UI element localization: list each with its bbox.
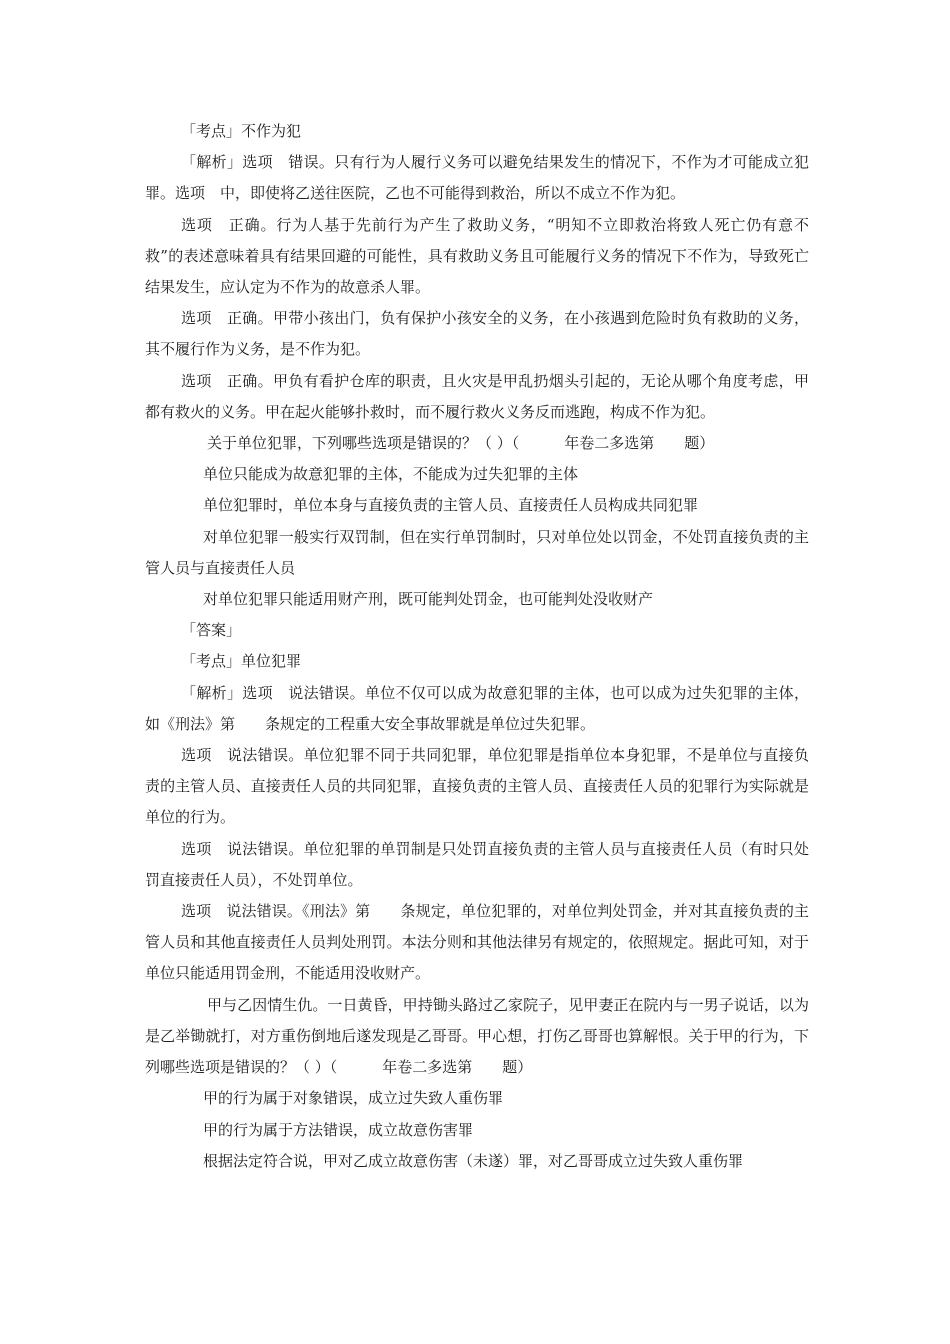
- choice-a: 单位只能成为故意犯罪的主体，不能成为过失犯罪的主体: [203, 465, 579, 484]
- choice-b: 单位犯罪时，单位本身与直接负责的主管人员、直接责任人员构成共同犯罪: [203, 496, 699, 515]
- option-paragraph-d: 选项 正确。甲负有看护仓库的职责，且火灾是甲乱扔烟头引起的，无论从哪个角度考虑，甲都有救火的义务。甲在起火能够扑救时，而不履行救火义务反而逃跑，构成不作为犯。: [145, 371, 809, 421]
- choice-c-2: 根据法定符合说，甲对乙成立故意伤害（未遂）罪，对乙哥哥成立过失致人重伤罪: [203, 1151, 744, 1170]
- choice-d: 对单位犯罪只能适用财产刑，既可能判处罚金，也可能判处没收财产: [203, 590, 654, 609]
- choice-a-2: 甲的行为属于对象错误，成立过失致人重伤罪: [203, 1089, 504, 1108]
- kaodian-heading-1: 「考点」不作为犯: [181, 122, 302, 140]
- option-paragraph-c: 选项 正确。甲带小孩出门，负有保护小孩安全的义务，在小孩遇到危险时负有救助的义务，其不履行作为义务，是不作为犯。: [145, 309, 809, 359]
- answer-heading: 「答案」: [181, 621, 242, 640]
- option-paragraph-b: 选项 正确。行为人基于先前行为产生了救助义务，“明知不立即救治将致人死亡仍有意不救”的表述意味着具有结果回避的可能性，具有救助义务且可能履行义务的情况下不作为，导致死亡结果发生，应认定为不作为的故意杀人罪。: [145, 215, 809, 297]
- choice-c: 对单位犯罪一般实行双罚制，但在实行单罚制时，只对单位处以罚金，不处罚直接负责的主管人员与直接责任人员: [145, 527, 809, 577]
- explanation-d: 选项 说法错误。《刑法》第 条规定，单位犯罪的，对单位判处罚金，并对其直接负责的主管人员和其他直接责任人员判处刑罚。本法分则和其他法律另有规定的，依照规定。据此可知，对于单位只能适用罚金刑，不能适用没收财产。: [145, 902, 809, 983]
- jiexi-paragraph-2: 「解析」选项 说法错误。单位不仅可以成为故意犯罪的主体，也可以成为过失犯罪的主体，如《刑法》第 条规定的工程重大安全事故罪就是单位过失犯罪。: [145, 683, 809, 733]
- document-body: [145, 116, 809, 1177]
- question-case-jia-yi: 甲与乙因情生仇。一日黄昏，甲持锄头路过乙家院子，见甲妻正在院内与一男子说话，以为是乙举锄就打，对方重伤倒地后遂发现是乙哥哥。甲心想，打伤乙哥哥也算解恨。关于甲的行为，下列哪些选项是错误的？（ ）（ 年卷二多选第 题）: [145, 995, 809, 1077]
- explanation-b: 选项 说法错误。单位犯罪不同于共同犯罪，单位犯罪是指单位本身犯罪，不是单位与直接负责的主管人员、直接责任人员的共同犯罪，直接负责的主管人员、直接责任人员的犯罪行为实际就是单位的行为。: [145, 746, 809, 827]
- question-unit-crime: 关于单位犯罪，下列哪些选项是错误的？（ ）（ 年卷二多选第 题）: [207, 434, 715, 453]
- explanation-c: 选项 说法错误。单位犯罪的单罚制是只处罚直接负责的主管人员与直接责任人员（有时只处罚直接责任人员），不处罚单位。: [145, 839, 809, 889]
- jiexi-paragraph-1: 「解析」选项 错误。只有行为人履行义务可以避免结果发生的情况下，不作为才可能成立犯罪。选项 中，即使将乙送往医院，乙也不可能得到救治，所以不成立不作为犯。: [145, 153, 809, 203]
- choice-b-2: 甲的行为属于方法错误，成立故意伤害罪: [203, 1120, 474, 1139]
- kaodian-heading-2: 「考点」单位犯罪: [181, 652, 302, 671]
